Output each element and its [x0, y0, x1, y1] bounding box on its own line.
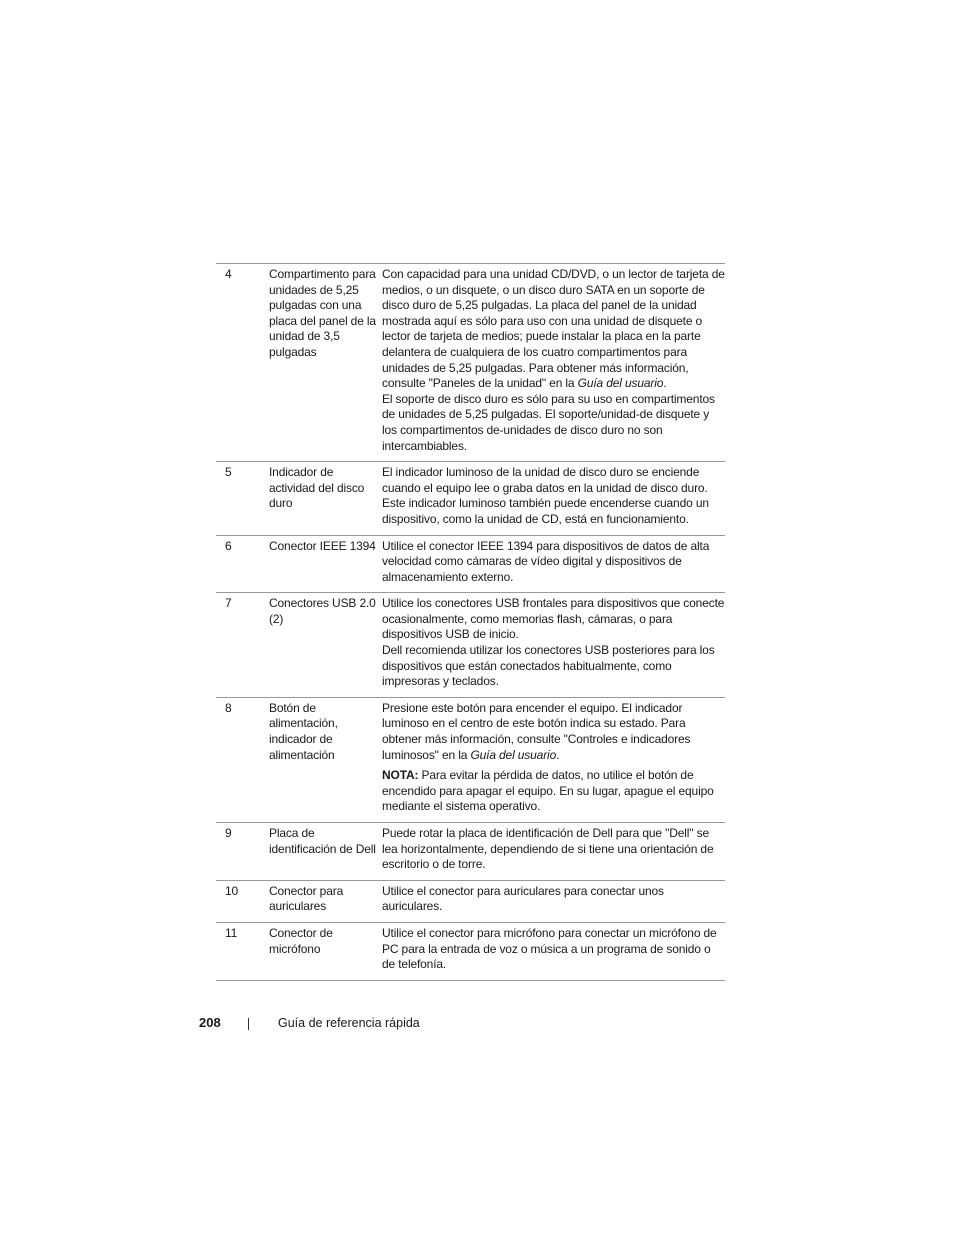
description-reference: Guía del usuario: [577, 376, 664, 391]
component-table-body: [216, 264, 725, 981]
table-row: [216, 880, 725, 922]
description-text: El indicador luminoso de la unidad de disco duro se enciende cuando el equipo lee o graba datos en la unidad de disco duro. Este indicador luminoso también puede encenderse cuando un dispositivo, como la unidad de CD, está en funcionamiento.: [382, 465, 709, 526]
description-paragraph: [382, 596, 725, 643]
description-text: Puede rotar la placa de identificación de Dell para que "Dell" se lea horizontalmente, dependiendo de si tiene una orientación de escritorio o de torre.: [382, 826, 714, 872]
component-description: [382, 535, 725, 593]
description-text: Presione este botón para encender el equipo. El indicador luminoso en el centro de este botón indica su estado. Para obtener más información, consulte "Controles e indicadores luminosos" en la: [382, 700, 691, 762]
description-paragraph: [382, 465, 725, 527]
component-name: Botón de alimentación, indicador de alimentación: [269, 700, 338, 762]
table-row: [216, 593, 725, 698]
component-name: Conector de micrófono: [269, 925, 333, 956]
description-paragraph: [382, 826, 725, 873]
component-name: Conectores USB 2.0 (2): [269, 596, 376, 626]
row-number: 5: [225, 465, 232, 480]
component-name: Conector IEEE 1394: [269, 538, 376, 553]
description-reference: Guía del usuario: [470, 747, 557, 762]
footer-separator: [248, 1018, 249, 1030]
row-number: 4: [225, 267, 232, 281]
component-description: [382, 462, 725, 535]
description-text: Con capacidad para una unidad CD/DVD, o un lector de tarjeta de medios, o un disquete, o un disco duro SATA en un soporte de disco duro de 5,25 pulgadas. La placa del panel de la unidad mostrada aquí es sólo para uso con una unidad de disquete o lector de tarjeta de medios; puede instalar la placa en la parte delantera de cualquiera de los cuatro compartimentos para unidades de 5,25 pulgadas. Para obtener más información, consulte "Paneles de la unidad" en la: [382, 267, 725, 391]
component-description: [382, 593, 725, 698]
component-description: [382, 922, 725, 980]
description-paragraph: [382, 701, 725, 763]
description-paragraph: [382, 926, 725, 973]
row-number: 10: [225, 883, 239, 898]
description-text: Utilice el conector IEEE 1394 para dispositivos de datos de alta velocidad como cámaras de vídeo digital y dispositivos de almacenamiento externo.: [382, 538, 710, 584]
description-paragraph: [382, 884, 725, 915]
component-description: [382, 823, 725, 881]
component-name: Compartimento para unidades de 5,25 pulgadas con una placa del panel de la unidad de 3,5 pulgadas: [269, 267, 376, 359]
table-row: [216, 264, 725, 462]
table-row: [216, 697, 725, 822]
row-number: 8: [225, 700, 232, 715]
component-description: [382, 697, 725, 822]
note-label: NOTA:: [382, 768, 419, 783]
description-text: Utilice el conector para auriculares para conectar unos auriculares.: [382, 883, 664, 914]
component-name: Indicador de actividad del disco duro: [269, 465, 365, 511]
description-text: Dell recomienda utilizar los conectores USB posteriores para los dispositivos que están conectados habitualmente, como impresoras y teclados.: [382, 643, 715, 689]
description-text: Utilice el conector para micrófono para conectar un micrófono de PC para la entrada de voz o música a un programa de sonido o de telefonía.: [382, 925, 717, 972]
description-paragraph: [382, 267, 725, 392]
table-row: [216, 535, 725, 593]
component-description: [382, 264, 725, 462]
row-number: 9: [225, 826, 232, 840]
description-text: Utilice los conectores USB frontales para dispositivos que conecte ocasionalmente, como memorias flash, cámaras, o para dispositivos USB de inicio.: [382, 596, 725, 642]
table-row: [216, 922, 725, 980]
row-number: 6: [225, 538, 232, 553]
table-row: [216, 462, 725, 535]
component-table: [216, 263, 725, 981]
note-block: [382, 768, 725, 815]
footer-title: Guía de referencia rápida: [278, 1016, 420, 1030]
description-text: .: [556, 747, 560, 762]
table-row: [216, 823, 725, 881]
row-number: 11: [225, 925, 238, 940]
description-text: .: [663, 376, 667, 391]
description-paragraph: [382, 643, 725, 690]
component-name: Conector para auriculares: [269, 883, 344, 914]
description-paragraph: [382, 539, 725, 586]
description-paragraph: [382, 392, 725, 454]
page-number: 208: [199, 1015, 221, 1030]
note-text: Para evitar la pérdida de datos, no utilice el botón de encendido para apagar el equipo. En su lugar, apague el equipo mediante el sistema operativo.: [382, 768, 714, 814]
component-name: Placa de identificación de Dell: [269, 826, 376, 856]
description-text: El soporte de disco duro es sólo para su uso en compartimentos de unidades de 5,25 pulgadas. El soporte/unidad-de disquete y los compartimentos de-unidades de disco duro no son intercambiables.: [382, 391, 715, 453]
component-description: [382, 880, 725, 922]
row-number: 7: [225, 596, 232, 611]
